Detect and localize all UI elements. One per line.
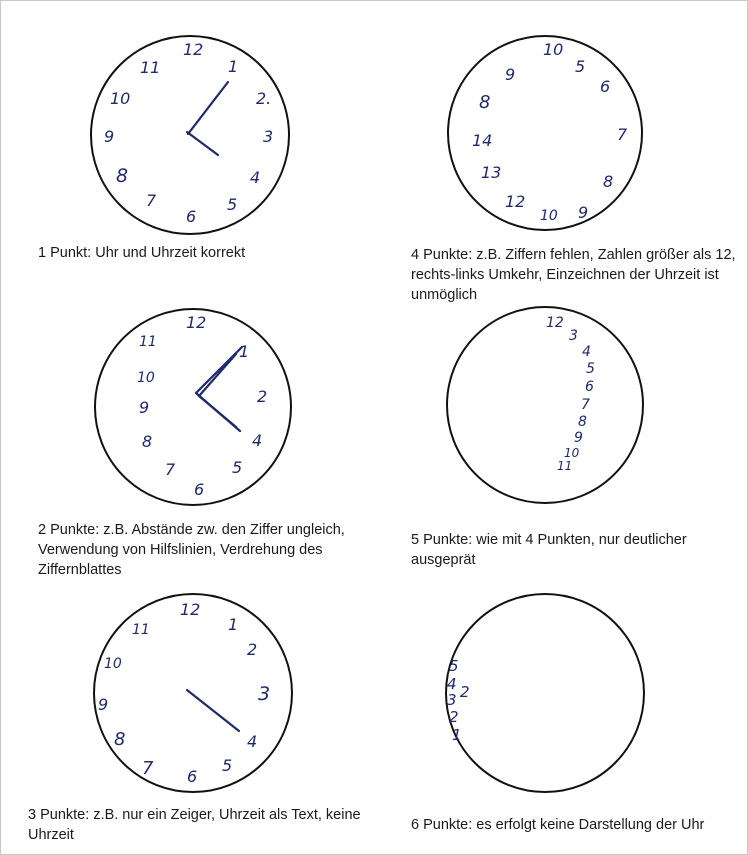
clock-2-digit-d: 7	[617, 125, 628, 144]
clock-1-digit-5: 5	[227, 195, 238, 214]
clock-1-digit-6: 6	[186, 207, 197, 226]
clock-5-digit-8: 8	[114, 729, 126, 750]
clock-2-digit-j: 14	[472, 131, 493, 150]
clock-3-digit-1: 1	[239, 342, 250, 361]
clock-face-6	[446, 594, 644, 792]
clock-1-digit-3: 3	[263, 127, 274, 146]
clock-1-digit-4: 4	[250, 168, 261, 187]
clock-1-digit-8: 8	[116, 165, 129, 187]
clock-6-digit-d: 2	[449, 708, 459, 726]
clock-3-digit-9: 9	[139, 398, 150, 417]
clock-1-digit-9: 9	[104, 127, 115, 146]
clock-2-digit-b: 5	[575, 57, 586, 76]
clock-4-digit-7: 7	[581, 397, 590, 413]
clock-3-digit-12: 12	[186, 313, 207, 332]
clock-1-digit-2: 2.	[256, 89, 272, 108]
clock-3-digit-2: 2	[257, 387, 268, 406]
clock-3-hand-a	[196, 347, 242, 431]
caption-2-punkte: 2 Punkte: z.B. Abstände zw. den Ziffer ungleich, Verwendung von Hilfslinien, Verdrehung des Ziffernblattes	[38, 522, 345, 578]
clock-1-minute-hand	[188, 82, 228, 134]
clock-2-digit-c: 6	[600, 77, 611, 96]
clock-5-digit-12: 12	[180, 600, 201, 619]
clock-4-digit-8: 8	[578, 414, 587, 430]
caption-6-punkte: 6 Punkte: es erfolgt keine Darstellung der Uhr	[411, 817, 705, 833]
clock-2	[472, 40, 628, 224]
clock-5	[98, 600, 270, 786]
clock-1-hour-hand	[187, 132, 218, 155]
clock-3-digit-8: 8	[142, 432, 153, 451]
clock-3	[137, 313, 267, 499]
clock-6	[447, 657, 470, 744]
clock-3-digit-10: 10	[137, 370, 155, 386]
clock-5-digit-1: 1	[228, 615, 239, 634]
clock-5-digit-9: 9	[98, 695, 109, 714]
clock-2-digit-g: 10	[540, 208, 558, 224]
caption-5-punkte: 5 Punkte: wie mit 4 Punkten, nur deutlicher ausgeprät	[411, 532, 687, 568]
clock-6-digit-b: 4	[447, 675, 457, 693]
clock-2-digit-i: 13	[481, 163, 502, 182]
clock-4-digit-5: 5	[586, 361, 595, 377]
clock-2-digit-e: 8	[603, 172, 614, 191]
clock-4-digit-12: 12	[546, 315, 564, 331]
clock-4-digit-10: 10	[564, 446, 580, 460]
clock-face-4	[447, 307, 643, 503]
clock-2-digit-a: 10	[543, 40, 564, 59]
clock-3-digit-5: 5	[232, 458, 243, 477]
clock-4-digit-4: 4	[582, 344, 591, 360]
clock-6-digit-a: 5	[449, 657, 459, 675]
clock-5-digit-10: 10	[104, 656, 122, 672]
clock-1	[104, 40, 273, 226]
clock-1-digit-10: 10	[110, 89, 131, 108]
clock-6-digit-e: 1	[452, 726, 462, 744]
clock-2-digit-h: 12	[505, 192, 526, 211]
clock-6-digit-c: 3	[447, 691, 457, 709]
caption-3-punkte: 3 Punkte: z.B. nur ein Zeiger, Uhrzeit als Text, keine Uhrzeit	[28, 807, 361, 843]
clock-3-hand-b	[199, 354, 236, 427]
caption-4-punkte: 4 Punkte: z.B. Ziffern fehlen, Zahlen größer als 12, rechts-links Umkehr, Einzeichnen der Uhrzeit ist unmöglich	[411, 247, 736, 303]
clock-1-digit-1: 1	[228, 57, 239, 76]
clock-3-digit-11: 11	[139, 334, 157, 350]
clock-5-hand	[187, 690, 239, 731]
clock-4-digit-3: 3	[569, 328, 578, 344]
clock-5-digit-6: 6	[187, 767, 198, 786]
clock-5-digit-3: 3	[258, 683, 271, 705]
clock-2-digit-k: 8	[479, 92, 491, 113]
clock-3-digit-6: 6	[194, 480, 205, 499]
clock-4-digit-6: 6	[585, 379, 594, 395]
clock-5-digit-5: 5	[222, 756, 233, 775]
clock-1-digit-12: 12	[183, 40, 204, 59]
clock-1-digit-7: 7	[146, 191, 157, 210]
clock-5-digit-11: 11	[132, 622, 150, 638]
clock-5-digit-4: 4	[247, 732, 258, 751]
caption-1-punkt: 1 Punkt: Uhr und Uhrzeit korrekt	[38, 245, 246, 261]
clock-1-digit-11: 11	[140, 58, 161, 77]
clock-face-3	[95, 309, 291, 505]
clock-6-digit-f: 2	[460, 683, 470, 701]
clock-5-digit-7: 7	[142, 758, 154, 779]
clock-4-digit-11: 11	[557, 459, 573, 473]
clock-2-digit-f: 9	[578, 203, 589, 222]
clock-5-digit-2: 2	[247, 640, 258, 659]
clock-3-digit-7: 7	[165, 460, 176, 479]
clock-4	[546, 315, 595, 473]
clock-4-digit-9: 9	[574, 430, 583, 446]
clock-3-digit-4: 4	[252, 431, 263, 450]
clock-2-digit-l: 9	[505, 65, 516, 84]
